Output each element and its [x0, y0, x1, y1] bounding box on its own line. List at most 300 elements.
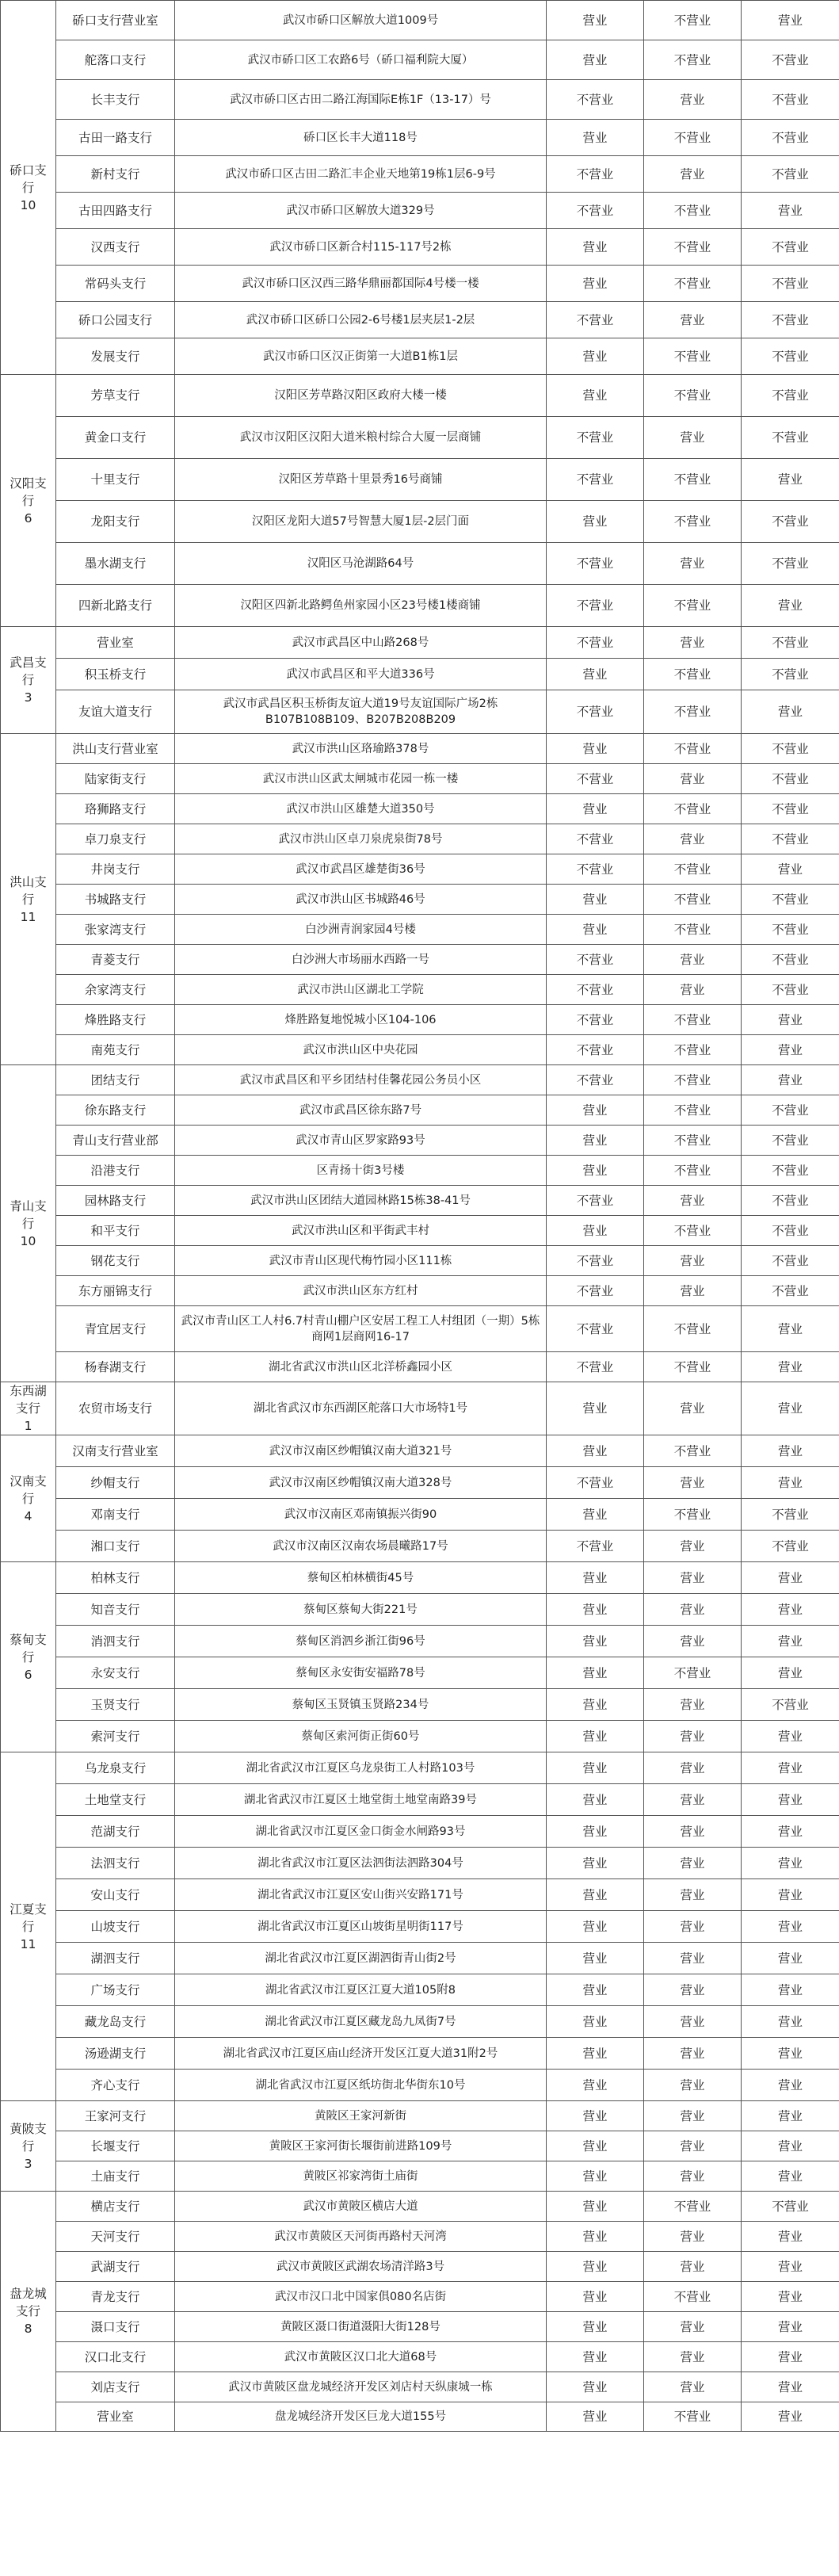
status-day-1-cell: 不营业 [547, 585, 644, 627]
status-day-2-cell: 不营业 [644, 229, 742, 266]
branch-name-cell: 青山支行营业部 [56, 1126, 175, 1156]
status-day-3-cell: 营业 [742, 1974, 839, 2006]
status-day-3-cell: 营业 [742, 1594, 839, 1626]
branch-name-cell: 汉西支行 [56, 229, 175, 266]
status-day-3-cell: 营业 [742, 2070, 839, 2101]
status-day-3-cell: 不营业 [742, 417, 839, 459]
branch-address-cell: 武汉市黄陂区盘龙城经济开发区刘店村天纵康城一栋 [175, 2372, 547, 2402]
branch-name-cell: 知音支行 [56, 1594, 175, 1626]
status-day-2-cell: 营业 [644, 1626, 742, 1657]
branch-address-cell: 黄陂区滠口街道滠阳大街128号 [175, 2312, 547, 2342]
table-row [1, 543, 839, 585]
branch-name-cell: 土地堂支行 [56, 1784, 175, 1816]
status-day-1-cell: 不营业 [547, 854, 644, 885]
branch-name-cell: 新村支行 [56, 156, 175, 193]
status-day-1-cell: 不营业 [547, 156, 644, 193]
status-day-2-cell: 营业 [644, 1974, 742, 2006]
branch-name-cell: 营业室 [56, 627, 175, 659]
branch-name-cell: 四新北路支行 [56, 585, 175, 627]
status-day-1-cell: 营业 [547, 1626, 644, 1657]
status-day-2-cell: 不营业 [644, 1435, 742, 1467]
status-day-2-cell: 不营业 [644, 459, 742, 501]
branch-address-cell: 黄陂区祁家湾街土庙街 [175, 2161, 547, 2192]
table-row [1, 1126, 839, 1156]
status-day-3-cell: 营业 [742, 2252, 839, 2282]
status-day-3-cell: 营业 [742, 1467, 839, 1499]
status-day-3-cell: 不营业 [742, 915, 839, 945]
status-day-2-cell: 营业 [644, 302, 742, 338]
status-day-1-cell: 营业 [547, 40, 644, 80]
status-day-2-cell: 不营业 [644, 1126, 742, 1156]
status-day-1-cell: 营业 [547, 915, 644, 945]
status-day-2-cell: 营业 [644, 2222, 742, 2252]
table-row [1, 1186, 839, 1216]
status-day-3-cell: 营业 [742, 1879, 839, 1911]
sub-bank-cell [1, 375, 56, 627]
status-day-2-cell: 营业 [644, 2101, 742, 2131]
sub-bank-count: 11 [20, 1936, 36, 1951]
status-day-1-cell: 不营业 [547, 1352, 644, 1382]
branch-address-cell: 湖北省武汉市江夏区庙山经济开发区江夏大道31附2号 [175, 2038, 547, 2070]
sub-bank-name: 东西湖支行 [10, 1384, 47, 1416]
status-day-2-cell: 不营业 [644, 734, 742, 764]
branch-address-cell: 蔡甸区玉贤镇玉贤路234号 [175, 1689, 547, 1721]
status-day-1-cell: 不营业 [547, 1065, 644, 1095]
table-row [1, 585, 839, 627]
sub-bank-cell [1, 1382, 56, 1435]
status-day-1-cell: 不营业 [547, 302, 644, 338]
status-day-1-cell: 不营业 [547, 1005, 644, 1035]
branch-address-cell: 湖北省武汉市江夏区乌龙泉街工人村路103号 [175, 1752, 547, 1784]
branch-name-cell: 横店支行 [56, 2192, 175, 2222]
branch-address-cell: 湖北省武汉市江夏区法泗街法泗路304号 [175, 1848, 547, 1879]
branch-name-cell: 青菱支行 [56, 945, 175, 975]
status-day-2-cell: 不营业 [644, 1657, 742, 1689]
table-row [1, 1095, 839, 1126]
table-row [1, 975, 839, 1005]
status-day-3-cell: 不营业 [742, 302, 839, 338]
branch-address-cell: 武汉市洪山区珞瑜路378号 [175, 734, 547, 764]
sub-bank-count: 1 [24, 1419, 32, 1433]
status-day-3-cell: 不营业 [742, 1126, 839, 1156]
status-day-1-cell: 营业 [547, 1126, 644, 1156]
status-day-1-cell: 营业 [547, 2402, 644, 2432]
branch-address-cell: 湖北省武汉市江夏区金口街金水闸路93号 [175, 1816, 547, 1848]
branch-name-cell: 十里支行 [56, 459, 175, 501]
branch-name-cell: 乌龙泉支行 [56, 1752, 175, 1784]
branch-address-cell: 武汉市汉南区汉南农场晨曦路17号 [175, 1531, 547, 1562]
sub-bank-count: 6 [24, 1667, 32, 1682]
branch-name-cell: 青龙支行 [56, 2282, 175, 2312]
branch-address-cell: 武汉市硚口区解放大道1009号 [175, 1, 547, 40]
branch-address-cell: 武汉市青山区现代梅竹园小区111栋 [175, 1246, 547, 1276]
status-day-3-cell: 营业 [742, 2312, 839, 2342]
status-day-2-cell: 营业 [644, 1382, 742, 1435]
branch-address-cell: 武汉市武昌区雄楚街36号 [175, 854, 547, 885]
status-day-2-cell: 营业 [644, 156, 742, 193]
status-day-1-cell: 营业 [547, 2038, 644, 2070]
table-row [1, 2342, 839, 2372]
branch-name-cell: 汤逊湖支行 [56, 2038, 175, 2070]
table-row [1, 794, 839, 824]
status-day-1-cell: 营业 [547, 1095, 644, 1126]
table-row [1, 266, 839, 302]
table-row [1, 1626, 839, 1657]
table-row [1, 193, 839, 229]
status-day-3-cell: 营业 [742, 690, 839, 734]
branch-name-cell: 邓南支行 [56, 1499, 175, 1531]
branch-address-cell: 武汉市黄陂区横店大道 [175, 2192, 547, 2222]
status-day-3-cell: 不营业 [742, 1531, 839, 1562]
status-day-3-cell: 营业 [742, 2342, 839, 2372]
status-day-2-cell: 不营业 [644, 1156, 742, 1186]
table-row [1, 1035, 839, 1065]
branch-name-cell: 玉贤支行 [56, 1689, 175, 1721]
table-row [1, 1689, 839, 1721]
branch-name-cell: 沿港支行 [56, 1156, 175, 1186]
status-day-1-cell: 营业 [547, 1974, 644, 2006]
status-day-3-cell: 营业 [742, 1065, 839, 1095]
branch-name-cell: 范湖支行 [56, 1816, 175, 1848]
status-day-3-cell: 不营业 [742, 80, 839, 120]
status-day-3-cell: 营业 [742, 1306, 839, 1352]
table-row [1, 824, 839, 854]
status-day-1-cell: 营业 [547, 734, 644, 764]
table-row [1, 2101, 839, 2131]
status-day-1-cell: 营业 [547, 2252, 644, 2282]
table-row [1, 1784, 839, 1816]
status-day-2-cell: 营业 [644, 2131, 742, 2161]
status-day-3-cell: 营业 [742, 2038, 839, 2070]
status-day-1-cell: 营业 [547, 1784, 644, 1816]
status-day-1-cell: 营业 [547, 2282, 644, 2312]
status-day-1-cell: 营业 [547, 1943, 644, 1974]
table-row [1, 690, 839, 734]
table-row [1, 627, 839, 659]
status-day-2-cell: 不营业 [644, 1005, 742, 1035]
branch-address-cell: 武汉市武昌区徐东路7号 [175, 1095, 547, 1126]
status-day-2-cell: 不营业 [644, 2282, 742, 2312]
status-day-1-cell: 营业 [547, 1156, 644, 1186]
status-day-1-cell: 不营业 [547, 1246, 644, 1276]
status-day-1-cell: 营业 [547, 120, 644, 156]
status-day-2-cell: 营业 [644, 764, 742, 794]
branch-name-cell: 安山支行 [56, 1879, 175, 1911]
status-day-1-cell: 不营业 [547, 1186, 644, 1216]
status-day-2-cell: 营业 [644, 1531, 742, 1562]
branch-name-cell: 团结支行 [56, 1065, 175, 1095]
status-day-2-cell: 不营业 [644, 1035, 742, 1065]
table-row [1, 2131, 839, 2161]
branch-address-cell: 武汉市黄陂区天河街再路村天河湾 [175, 2222, 547, 2252]
status-day-3-cell: 营业 [742, 1721, 839, 1752]
branch-name-cell: 长丰支行 [56, 80, 175, 120]
status-day-3-cell: 营业 [742, 1035, 839, 1065]
status-day-2-cell: 不营业 [644, 690, 742, 734]
branch-address-cell: 湖北省武汉市江夏区山坡街星明街117号 [175, 1911, 547, 1943]
branch-address-cell: 武汉市黄陂区武湖农场清洋路3号 [175, 2252, 547, 2282]
branch-address-cell: 武汉市洪山区湖北工学院 [175, 975, 547, 1005]
status-day-3-cell: 营业 [742, 2222, 839, 2252]
sub-bank-count: 8 [24, 2322, 32, 2336]
status-day-1-cell: 营业 [547, 2006, 644, 2038]
sub-bank-name: 洪山支行 [10, 874, 47, 907]
sub-bank-count: 10 [20, 1233, 36, 1248]
sub-bank-count: 4 [24, 1508, 32, 1523]
status-day-1-cell: 不营业 [547, 1531, 644, 1562]
status-day-2-cell: 不营业 [644, 1095, 742, 1126]
table-row [1, 1848, 839, 1879]
table-row [1, 2006, 839, 2038]
sub-bank-name: 青山支行 [10, 1198, 47, 1231]
status-day-1-cell: 不营业 [547, 764, 644, 794]
branch-address-cell: 武汉市武昌区积玉桥街友谊大道19号友谊国际广场2栋B107B108B109、B207B208B209 [175, 690, 547, 734]
branch-name-cell: 徐东路支行 [56, 1095, 175, 1126]
branch-address-cell: 武汉市汉阳区汉阳大道米粮村综合大厦一层商铺 [175, 417, 547, 459]
branch-address-cell: 武汉市硚口区汉正街第一大道B1栋1层 [175, 338, 547, 375]
sub-bank-count: 6 [24, 510, 32, 526]
status-day-2-cell: 不营业 [644, 120, 742, 156]
sub-bank-name: 硚口支行 [10, 162, 47, 195]
branch-address-cell: 蔡甸区柏林横街45号 [175, 1562, 547, 1594]
sub-bank-cell [1, 2192, 56, 2432]
status-day-2-cell: 营业 [644, 975, 742, 1005]
branch-address-cell: 武汉市黄陂区汉口北大道68号 [175, 2342, 547, 2372]
branch-name-cell: 武湖支行 [56, 2252, 175, 2282]
table-row [1, 1974, 839, 2006]
branch-name-cell: 古田一路支行 [56, 120, 175, 156]
sub-bank-count: 11 [20, 909, 36, 924]
branch-address-cell: 武汉市洪山区武太闸城市花园一栋一楼 [175, 764, 547, 794]
branch-name-cell: 长堰支行 [56, 2131, 175, 2161]
table-row [1, 764, 839, 794]
status-day-1-cell: 营业 [547, 659, 644, 690]
table-row [1, 1306, 839, 1352]
sub-bank-cell [1, 1752, 56, 2101]
status-day-2-cell: 不营业 [644, 193, 742, 229]
branch-address-cell: 蔡甸区索河街正街60号 [175, 1721, 547, 1752]
table-row [1, 1352, 839, 1382]
status-day-2-cell: 营业 [644, 2252, 742, 2282]
status-day-3-cell: 不营业 [742, 975, 839, 1005]
status-day-1-cell: 营业 [547, 1382, 644, 1435]
table-row [1, 1435, 839, 1467]
status-day-2-cell: 不营业 [644, 501, 742, 543]
table-row [1, 2402, 839, 2432]
status-day-3-cell: 营业 [742, 2402, 839, 2432]
status-day-2-cell: 营业 [644, 1752, 742, 1784]
status-day-3-cell: 不营业 [742, 794, 839, 824]
table-row [1, 734, 839, 764]
status-day-1-cell: 不营业 [547, 1035, 644, 1065]
table-row [1, 1657, 839, 1689]
table-row [1, 120, 839, 156]
status-day-2-cell: 营业 [644, 2372, 742, 2402]
status-day-2-cell: 营业 [644, 1721, 742, 1752]
table-row [1, 1, 839, 40]
status-day-3-cell: 营业 [742, 585, 839, 627]
status-day-3-cell: 营业 [742, 1562, 839, 1594]
status-day-2-cell: 不营业 [644, 854, 742, 885]
status-day-3-cell: 不营业 [742, 659, 839, 690]
status-day-2-cell: 不营业 [644, 659, 742, 690]
sub-bank-name: 黄陂支行 [10, 2121, 47, 2154]
branch-address-cell: 武汉市洪山区东方红村 [175, 1276, 547, 1306]
branch-address-cell: 黄陂区王家河街长堰街前进路109号 [175, 2131, 547, 2161]
branch-address-cell: 武汉市洪山区卓刀泉虎泉街78号 [175, 824, 547, 854]
branch-name-cell: 农贸市场支行 [56, 1382, 175, 1435]
status-day-2-cell: 不营业 [644, 1065, 742, 1095]
table-row [1, 1156, 839, 1186]
branch-address-cell: 白沙洲青润家园4号楼 [175, 915, 547, 945]
status-day-3-cell: 营业 [742, 1784, 839, 1816]
status-day-2-cell: 营业 [644, 2038, 742, 2070]
status-day-1-cell: 营业 [547, 1594, 644, 1626]
status-day-3-cell: 营业 [742, 1382, 839, 1435]
sub-bank-name: 江夏支行 [10, 1901, 47, 1934]
branch-name-cell: 珞狮路支行 [56, 794, 175, 824]
table-row [1, 1594, 839, 1626]
status-day-3-cell: 营业 [742, 854, 839, 885]
branch-address-cell: 武汉市硚口区解放大道329号 [175, 193, 547, 229]
status-day-2-cell: 不营业 [644, 915, 742, 945]
sub-bank-name: 武昌支行 [10, 655, 47, 687]
status-day-1-cell: 营业 [547, 1, 644, 40]
branch-name-cell: 藏龙岛支行 [56, 2006, 175, 2038]
status-day-2-cell: 不营业 [644, 266, 742, 302]
status-day-1-cell: 营业 [547, 1816, 644, 1848]
branch-name-cell: 索河支行 [56, 1721, 175, 1752]
branch-address-cell: 湖北省武汉市江夏区江夏大道105附8 [175, 1974, 547, 2006]
branch-name-cell: 汉口北支行 [56, 2342, 175, 2372]
status-day-1-cell: 营业 [547, 794, 644, 824]
table-row [1, 1065, 839, 1095]
status-day-3-cell: 营业 [742, 1352, 839, 1382]
branch-address-cell: 汉阳区芳草路汉阳区政府大楼一楼 [175, 375, 547, 417]
status-day-2-cell: 营业 [644, 1467, 742, 1499]
status-day-3-cell: 不营业 [742, 156, 839, 193]
branch-name-cell: 墨水湖支行 [56, 543, 175, 585]
status-day-1-cell: 营业 [547, 1657, 644, 1689]
status-day-3-cell: 不营业 [742, 1499, 839, 1531]
branch-address-cell: 湖北省武汉市江夏区藏龙岛九凤街7号 [175, 2006, 547, 2038]
table-row [1, 1943, 839, 1974]
branch-name-cell: 发展支行 [56, 338, 175, 375]
branch-address-cell: 汉阳区龙阳大道57号智慧大厦1层-2层门面 [175, 501, 547, 543]
branch-address-cell: 武汉市硚口区汉西三路华鼎丽都国际4号楼一楼 [175, 266, 547, 302]
status-day-3-cell: 不营业 [742, 945, 839, 975]
branch-name-cell: 钢花支行 [56, 1246, 175, 1276]
branch-name-cell: 营业室 [56, 2402, 175, 2432]
table-row [1, 2070, 839, 2101]
branch-address-cell: 湖北省武汉市江夏区湖泗街青山街2号 [175, 1943, 547, 1974]
table-row [1, 2192, 839, 2222]
status-day-2-cell: 不营业 [644, 885, 742, 915]
branch-address-cell: 武汉市汉南区邓南镇振兴街90 [175, 1499, 547, 1531]
branch-name-cell: 刘店支行 [56, 2372, 175, 2402]
status-day-2-cell: 营业 [644, 1186, 742, 1216]
branch-name-cell: 汉南支行营业室 [56, 1435, 175, 1467]
table-row [1, 1499, 839, 1531]
status-day-2-cell: 营业 [644, 2342, 742, 2372]
table-row [1, 1382, 839, 1435]
branch-address-cell: 武汉市武昌区和平乡团结村佳馨花园公务员小区 [175, 1065, 547, 1095]
status-day-1-cell: 不营业 [547, 543, 644, 585]
branch-address-cell: 湖北省武汉市洪山区北洋桥鑫园小区 [175, 1352, 547, 1382]
branch-name-cell: 东方丽锦支行 [56, 1276, 175, 1306]
branch-name-cell: 滠口支行 [56, 2312, 175, 2342]
table-row [1, 1216, 839, 1246]
table-row [1, 2038, 839, 2070]
sub-bank-cell [1, 1, 56, 375]
status-day-2-cell: 营业 [644, 1784, 742, 1816]
status-day-1-cell: 营业 [547, 1689, 644, 1721]
branch-address-cell: 武汉市硚口区硚口公园2-6号楼1层夹层1-2层 [175, 302, 547, 338]
branch-name-cell: 古田四路支行 [56, 193, 175, 229]
branch-address-cell: 黄陂区王家河新街 [175, 2101, 547, 2131]
table-body [1, 1, 839, 2432]
status-day-1-cell: 营业 [547, 338, 644, 375]
status-day-2-cell: 营业 [644, 2006, 742, 2038]
branch-address-cell: 汉阳区芳草路十里景秀16号商铺 [175, 459, 547, 501]
branch-address-cell: 武汉市硚口区古田二路汇丰企业天地第19栋1层6-9号 [175, 156, 547, 193]
sub-bank-count: 10 [20, 197, 36, 212]
status-day-3-cell: 营业 [742, 2161, 839, 2192]
status-day-3-cell: 不营业 [742, 1689, 839, 1721]
branch-name-cell: 齐心支行 [56, 2070, 175, 2101]
branch-name-cell: 卓刀泉支行 [56, 824, 175, 854]
branch-name-cell: 张家湾支行 [56, 915, 175, 945]
status-day-3-cell: 营业 [742, 1911, 839, 1943]
table-row [1, 659, 839, 690]
table-row [1, 1531, 839, 1562]
status-day-3-cell: 营业 [742, 2006, 839, 2038]
branch-address-cell: 武汉市硚口区新合村115-117号2栋 [175, 229, 547, 266]
sub-bank-cell [1, 734, 56, 1065]
status-day-1-cell: 营业 [547, 1216, 644, 1246]
sub-bank-name: 汉阳支行 [10, 476, 47, 508]
status-day-1-cell: 不营业 [547, 945, 644, 975]
status-day-2-cell: 营业 [644, 1246, 742, 1276]
status-day-2-cell: 不营业 [644, 2402, 742, 2432]
branch-name-cell: 烽胜路支行 [56, 1005, 175, 1035]
branch-address-cell: 湖北省武汉市江夏区纸坊街北华街东10号 [175, 2070, 547, 2101]
branch-name-cell: 黄金口支行 [56, 417, 175, 459]
status-day-2-cell: 不营业 [644, 1306, 742, 1352]
status-day-3-cell: 不营业 [742, 2192, 839, 2222]
status-day-2-cell: 营业 [644, 1816, 742, 1848]
status-day-2-cell: 不营业 [644, 1216, 742, 1246]
branch-name-cell: 友谊大道支行 [56, 690, 175, 734]
status-day-1-cell: 营业 [547, 1562, 644, 1594]
status-day-3-cell: 营业 [742, 1816, 839, 1848]
branch-name-cell: 消泗支行 [56, 1626, 175, 1657]
branch-address-cell: 硚口区长丰大道118号 [175, 120, 547, 156]
sub-bank-name: 蔡甸支行 [10, 1632, 47, 1664]
status-day-2-cell: 营业 [644, 80, 742, 120]
table-row [1, 1911, 839, 1943]
status-day-1-cell: 营业 [547, 2101, 644, 2131]
status-day-2-cell: 营业 [644, 2070, 742, 2101]
status-day-1-cell: 不营业 [547, 417, 644, 459]
branch-address-cell: 武汉市武昌区和平大道336号 [175, 659, 547, 690]
status-day-1-cell: 不营业 [547, 459, 644, 501]
table-row [1, 2282, 839, 2312]
status-day-3-cell: 不营业 [742, 338, 839, 375]
status-day-3-cell: 不营业 [742, 734, 839, 764]
branch-name-cell: 龙阳支行 [56, 501, 175, 543]
sub-bank-count: 3 [24, 2156, 32, 2171]
